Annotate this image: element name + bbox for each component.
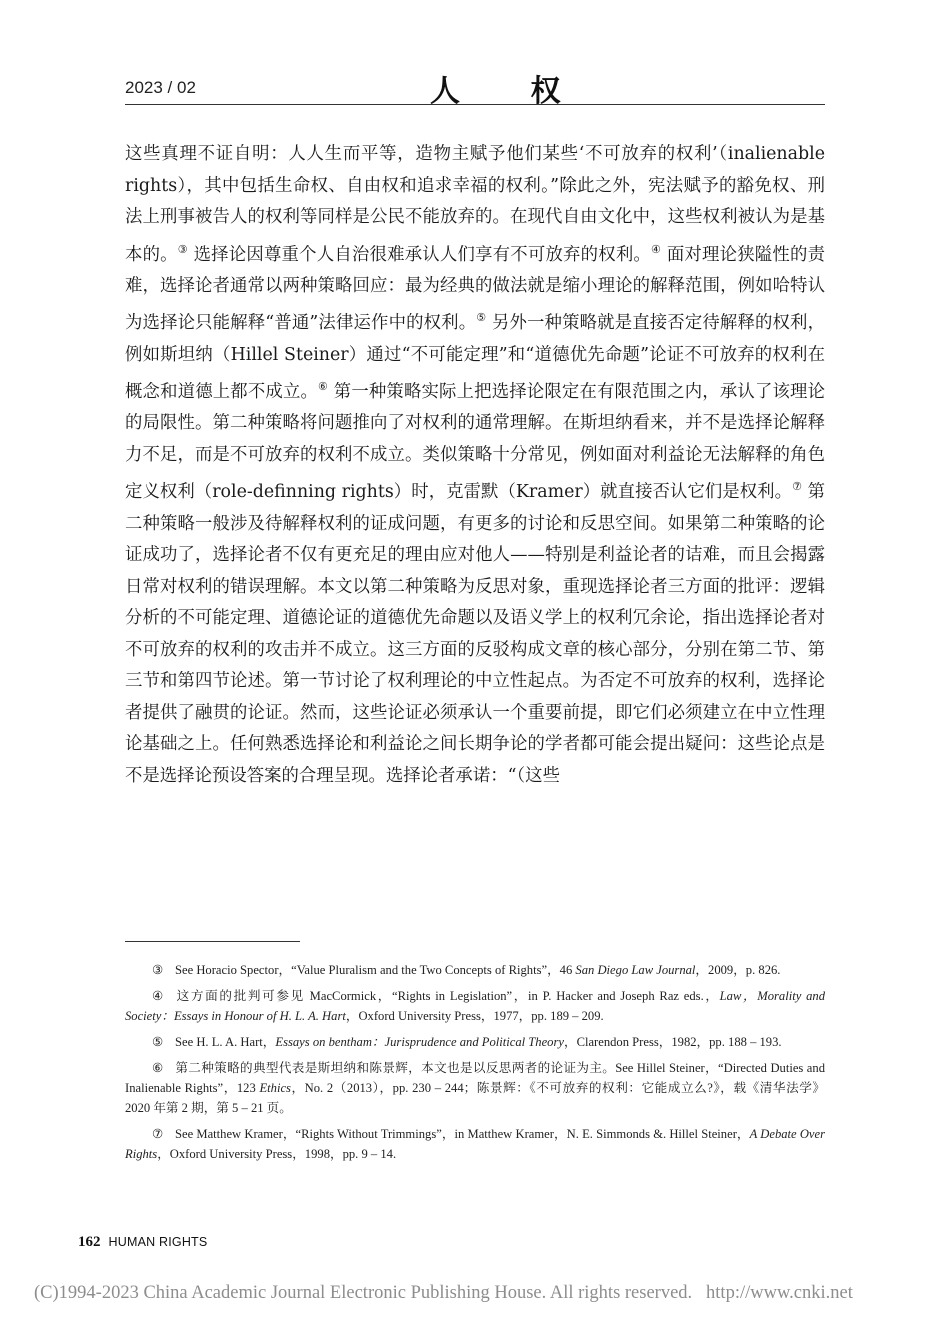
- footnote-journal-title: Ethics: [259, 1081, 291, 1095]
- body-text-part: 选择论因尊重个人自治很难承认人们享有不可放弃的权利。: [193, 244, 652, 265]
- footnote-text: ，No. 2（2013），pp. 230 – 244；陈景辉：《不可放弃的权利：它能成立么?》，载《清华法学》2020 年第 2 期，第 5 – 21 页。: [125, 1081, 825, 1115]
- header-divider: [125, 104, 825, 105]
- footnote-ref-5[interactable]: ⑤: [476, 311, 487, 325]
- copyright-notice: (C)1994-2023 China Academic Journal Electronic Publishing House. All rights reserved.: [34, 1283, 693, 1303]
- footnote-text: See H. L. A. Hart，: [175, 1035, 276, 1049]
- footnote-7: [125, 1124, 825, 1164]
- body-text-part: 这些真理不证自明：人人生而平等，造物主赋予他们某些‘不可放弃的权利’（inalienable rights），其中包括生命权、自由权和追求幸福的权利。”除此之外，宪法赋予的豁免权、刑法上刑事被告人的权利等同样是公民不能放弃的。在现代自由文化中，这些权利被认为是基本的。: [125, 144, 825, 265]
- body-text-part: 另外一种策略就是直接否定待解释的权利，例如斯坦纳（Hillel Steiner）通过“不可能定理”和“道德优先命题”论证不可放弃的权利在概念和道德上都不成立。: [125, 313, 825, 402]
- footnote-text: 这方面的批判可参见 MacCormick，“Rights in Legislation”，in P. Hacker and Joseph Raz eds.，: [175, 989, 720, 1003]
- footnote-ref-4[interactable]: ④: [651, 242, 662, 256]
- copyright-watermark: [34, 1283, 853, 1304]
- footnotes: [125, 960, 825, 1170]
- issue-label: 2023 / 02: [125, 78, 196, 97]
- footnote-ref-7[interactable]: ⑦: [792, 480, 802, 494]
- footnote-book-title: Law，Morality and Society：Essays in Honour of H. L. A. Hart: [125, 989, 826, 1023]
- body-text-part: 面对理论狭隘性的责难，选择论者通常以两种策略回应：最为经典的做法就是缩小理论的解释范围，例如哈特认为选择论只能解释“普通”法律运作中的权利。: [125, 244, 825, 334]
- footnote-mark: ③: [152, 963, 164, 977]
- footnote-text: 第二种策略的典型代表是斯坦纳和陈景辉，本文也是以反思两者的论证为主。See Hillel Steiner，“Directed Duties and Inalienable Rights”，123: [125, 1061, 825, 1095]
- journal-name-en: HUMAN RIGHTS: [108, 1235, 208, 1249]
- footnote-mark: ⑤: [152, 1035, 164, 1049]
- footnote-text: ，Oxford University Press，1977，pp. 189 – 209.: [345, 1009, 604, 1023]
- footnote-journal-title: San Diego Law Journal: [575, 963, 696, 977]
- footnote-text: See Horacio Spector，“Value Pluralism and the Two Concepts of Rights”，46: [175, 963, 576, 977]
- footnote-book-title: Essays on bentham：Jurisprudence and Political Theory: [275, 1035, 564, 1049]
- footnote-book-title: A Debate Over Rights: [125, 1127, 825, 1161]
- footnote-text: ，Oxford University Press，1998，pp. 9 – 14.: [157, 1147, 397, 1161]
- page-number: 162: [78, 1234, 101, 1250]
- footnote-text: ，2009，p. 826.: [695, 963, 781, 977]
- body-text-part: 第一种策略实际上把选择论限定在有限范围之内，承认了该理论的局限性。第二种策略将问题推向了对权利的通常理解。在斯坦纳看来，并不是选择论解释力不足，而是不可放弃的权利不成立。类似策略十分常见，例如面对利益论无法解释的角色定义权利（role-definning rights）时，克雷默（Kramer）就直接否认它们是权利。: [125, 381, 825, 503]
- footnote-ref-6[interactable]: ⑥: [318, 380, 329, 394]
- body-text-part: 第二种策略一般涉及待解释权利的证成问题，有更多的讨论和反思空间。如果第二种策略的论证成功了，选择论者不仅有更充足的理由应对他人——特别是利益论者的诘难，而且会揭露日常对权利的错误理解。本文以第二种策略为反思对象，重现选择论者三方面的批评：逻辑分析的不可能定理、道德论证的道德优先命题以及语义学上的权利冗余论，指出选择论者对不可放弃的权利的攻击并不成立。这三方面的反驳构成文章的核心部分，分别在第二节、第三节和第四节论述。第一节讨论了权利理论的中立性起点。为否定不可放弃的权利，选择论者提供了融贯的论证。然而，这些论证必须承认一个重要前提，即它们必须建立在中立性理论基础之上。任何熟悉选择论和利益论之间长期争论的学者都可能会提出疑问：这些论点是不是选择论预设答案的合理呈现。选择论者承诺：“（这些: [125, 482, 825, 786]
- footnote-ref-3[interactable]: ③: [177, 242, 188, 256]
- footnote-6: [125, 1058, 825, 1118]
- footnote-mark: ⑦: [152, 1127, 164, 1141]
- footnote-divider: [125, 941, 300, 942]
- footnote-4: [125, 986, 825, 1026]
- body-paragraph: [125, 139, 825, 792]
- footnote-text: ，Clarendon Press，1982，pp. 188 – 193.: [563, 1035, 782, 1049]
- footnote-3: [125, 960, 825, 980]
- footnote-text: See Matthew Kramer，“Rights Without Trimmings”，in Matthew Kramer，N. E. Simmonds &. Hillel Steiner，: [175, 1127, 750, 1141]
- footnote-5: [125, 1032, 825, 1052]
- journal-title: 人 权: [430, 74, 591, 109]
- cnki-link[interactable]: http://www.cnki.net: [706, 1283, 853, 1303]
- footnote-mark: ⑥: [152, 1061, 164, 1075]
- page-footer: [78, 1234, 207, 1251]
- footnote-mark: ④: [152, 989, 164, 1003]
